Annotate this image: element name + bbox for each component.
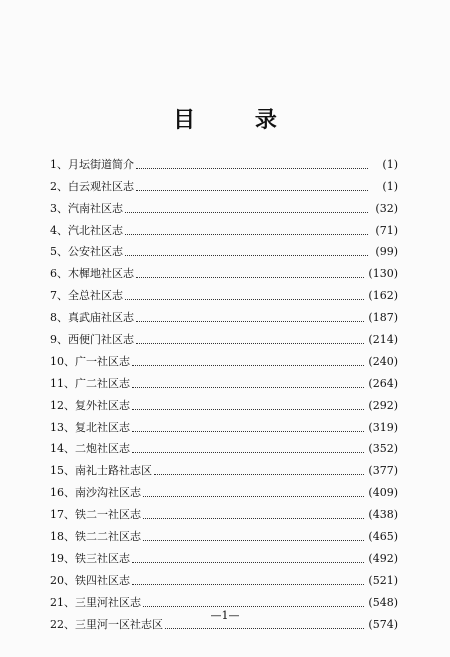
toc-entry — [50, 150, 398, 172]
toc-entry-number: 19、 — [50, 551, 75, 565]
page-number: —1— — [210, 609, 240, 622]
toc-dot-leader — [132, 431, 364, 432]
toc-entry — [50, 347, 398, 369]
toc-entry-number: 3、 — [50, 201, 68, 215]
toc-entry — [50, 325, 398, 347]
toc-entry — [50, 522, 398, 544]
toc-entry-title: 三里河一区社志区 — [75, 617, 163, 631]
toc-entry-page: (1) — [382, 179, 398, 193]
toc-entry-number: 21、 — [50, 595, 75, 609]
toc-entry-number: 14、 — [50, 442, 75, 456]
toc-entry-number: 18、 — [50, 530, 75, 544]
toc-entry-title: 二炮社区志 — [75, 442, 130, 456]
toc-dot-leader — [143, 496, 364, 497]
toc-entry-number: 9、 — [50, 333, 68, 347]
toc-dot-leader — [143, 606, 364, 607]
toc-dot-leader — [132, 452, 364, 453]
toc-entry — [50, 391, 398, 413]
toc-entry-number: 8、 — [50, 311, 68, 325]
toc-dot-leader — [165, 628, 364, 629]
toc-dot-leader — [125, 299, 364, 300]
page-title: 目 录 — [173, 107, 303, 133]
toc-entry-number: 4、 — [50, 223, 68, 237]
toc-entry-page: (409) — [368, 486, 398, 500]
toc-entry-page: (1) — [382, 157, 398, 171]
toc-entry-page: (492) — [368, 551, 398, 565]
toc-entry-title: 汽北社区志 — [68, 223, 123, 237]
toc-entry — [50, 281, 398, 303]
toc-entry-page: (264) — [368, 376, 398, 390]
table-of-contents — [50, 150, 398, 632]
toc-entry-title: 三里河社区志 — [75, 595, 141, 609]
toc-entry-number: 11、 — [50, 376, 75, 390]
toc-entry-title: 铁二一社区志 — [75, 508, 141, 522]
toc-entry-title: 南礼士路社志区 — [75, 464, 152, 478]
toc-dot-leader — [136, 343, 364, 344]
toc-entry-title: 西便门社区志 — [68, 333, 134, 347]
toc-entry-page: (130) — [368, 267, 398, 281]
toc-entry-number: 5、 — [50, 245, 68, 259]
toc-dot-leader — [125, 234, 368, 235]
toc-dot-leader — [132, 409, 364, 410]
toc-entry-title: 白云观社区志 — [68, 179, 134, 193]
toc-entry — [50, 303, 398, 325]
toc-entry — [50, 369, 398, 391]
toc-entry — [50, 456, 398, 478]
toc-dot-leader — [154, 474, 364, 475]
toc-entry-page: (187) — [368, 311, 398, 325]
toc-dot-leader — [136, 168, 368, 169]
toc-entry-page: (319) — [368, 420, 398, 434]
toc-entry-page: (99) — [375, 245, 398, 259]
toc-entry-title: 复外社区志 — [75, 398, 130, 412]
toc-dot-leader — [136, 277, 364, 278]
toc-entry-title: 广二社区志 — [75, 376, 130, 390]
toc-entry-page: (548) — [368, 595, 398, 609]
toc-dot-leader — [125, 212, 368, 213]
toc-entry — [50, 435, 398, 457]
toc-entry-page: (377) — [368, 464, 398, 478]
toc-dot-leader — [125, 255, 368, 256]
toc-entry-page: (292) — [368, 398, 398, 412]
toc-entry-number: 22、 — [50, 617, 75, 631]
toc-entry-title: 全总社区志 — [68, 289, 123, 303]
toc-entry — [50, 500, 398, 522]
toc-entry-title: 公安社区志 — [68, 245, 123, 259]
toc-entry-title: 广一社区志 — [75, 354, 130, 368]
toc-entry — [50, 216, 398, 238]
toc-entry-title: 木樨地社区志 — [68, 267, 134, 281]
toc-dot-leader — [132, 365, 364, 366]
toc-entry-title: 汽南社区志 — [68, 201, 123, 215]
toc-entry-number: 6、 — [50, 267, 68, 281]
toc-entry-title: 真武庙社区志 — [68, 311, 134, 325]
toc-entry-title: 铁二二社区志 — [75, 530, 141, 544]
toc-entry-number: 2、 — [50, 179, 68, 193]
toc-entry-number: 15、 — [50, 464, 75, 478]
toc-entry — [50, 566, 398, 588]
toc-entry-title: 铁三社区志 — [75, 551, 130, 565]
toc-entry-page: (521) — [368, 573, 398, 587]
toc-entry — [50, 544, 398, 566]
toc-entry-number: 20、 — [50, 573, 75, 587]
toc-entry — [50, 413, 398, 435]
toc-entry — [50, 238, 398, 260]
toc-dot-leader — [132, 387, 364, 388]
toc-entry-page: (32) — [375, 201, 398, 215]
toc-dot-leader — [132, 562, 364, 563]
toc-entry — [50, 172, 398, 194]
toc-entry-page: (352) — [368, 442, 398, 456]
toc-entry — [50, 478, 398, 500]
toc-entry-title: 南沙沟社区志 — [75, 486, 141, 500]
toc-dot-leader — [132, 584, 364, 585]
toc-entry-number: 1、 — [50, 157, 68, 171]
toc-entry-page: (71) — [375, 223, 398, 237]
toc-entry-number: 13、 — [50, 420, 75, 434]
toc-entry — [50, 588, 398, 610]
toc-entry-title: 月坛街道简介 — [68, 157, 134, 171]
toc-entry-number: 16、 — [50, 486, 75, 500]
toc-entry-number: 12、 — [50, 398, 75, 412]
toc-dot-leader — [143, 518, 364, 519]
toc-entry-title: 复北社区志 — [75, 420, 130, 434]
toc-entry — [50, 194, 398, 216]
toc-entry-page: (240) — [368, 354, 398, 368]
toc-entry — [50, 259, 398, 281]
toc-dot-leader — [143, 540, 364, 541]
toc-dot-leader — [136, 321, 364, 322]
toc-entry-page: (465) — [368, 530, 398, 544]
toc-entry-page: (438) — [368, 508, 398, 522]
toc-entry-number: 7、 — [50, 289, 68, 303]
toc-entry-page: (574) — [368, 617, 398, 631]
toc-entry-number: 10、 — [50, 354, 75, 368]
toc-dot-leader — [136, 190, 368, 191]
toc-entry-page: (162) — [368, 289, 398, 303]
toc-entry-page: (214) — [368, 333, 398, 347]
toc-entry-number: 17、 — [50, 508, 75, 522]
toc-entry-title: 铁四社区志 — [75, 573, 130, 587]
